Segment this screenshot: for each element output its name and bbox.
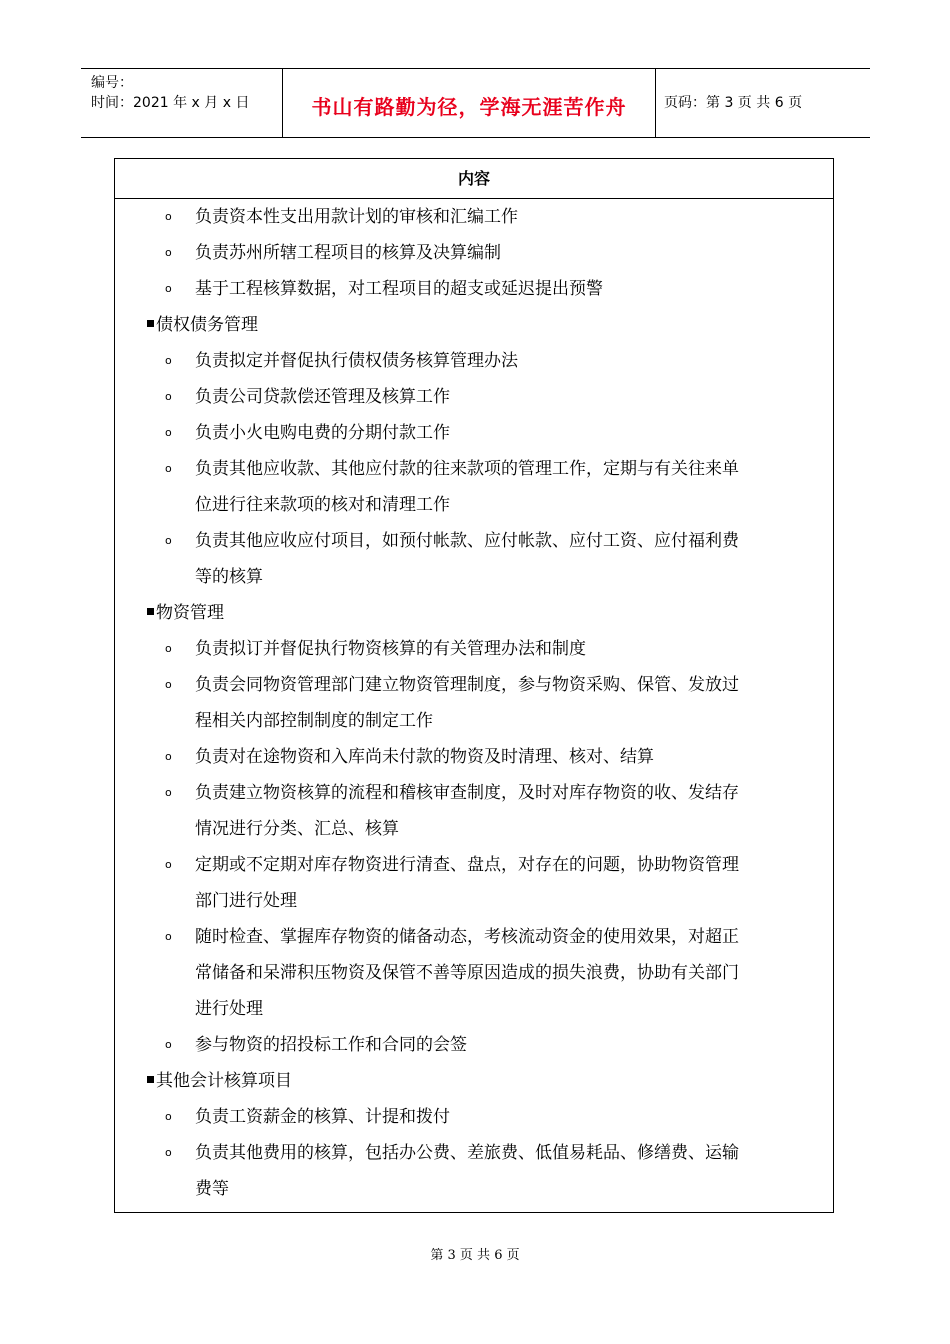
line-text: 负责拟订并督促执行物资核算的有关管理办法和制度	[195, 639, 586, 659]
circle-bullet-icon: ο	[165, 750, 172, 763]
square-bullet-icon	[147, 608, 154, 615]
list-item-continuation	[195, 1171, 229, 1207]
list-item	[165, 343, 518, 379]
square-bullet-icon	[147, 1076, 154, 1083]
section-heading	[147, 595, 224, 631]
list-item	[165, 379, 450, 415]
time-label: 时间：2021 年 x 月 x 日	[91, 95, 250, 111]
header-motto: 书山有路勤为径，学海无涯苦作舟	[311, 95, 627, 119]
line-text: 债权债务管理	[156, 315, 258, 335]
list-item-continuation	[195, 811, 399, 847]
circle-bullet-icon: ο	[165, 930, 172, 943]
number-label: 编号：	[91, 75, 133, 91]
line-text: 位进行往来款项的核对和清理工作	[195, 495, 450, 515]
square-bullet-icon	[147, 320, 154, 327]
circle-bullet-icon: ο	[165, 210, 172, 223]
line-text: 程相关内部控制制度的制定工作	[195, 711, 433, 731]
document-header	[81, 68, 870, 138]
line-text: 负责公司贷款偿还管理及核算工作	[195, 387, 450, 407]
circle-bullet-icon: ο	[165, 1110, 172, 1123]
line-text: 定期或不定期对库存物资进行清查、盘点，对存在的问题，协助物资管理	[195, 855, 739, 875]
header-page-cell	[656, 69, 870, 137]
line-text: 负责其他应收款、其他应付款的往来款项的管理工作，定期与有关往来单	[195, 459, 739, 479]
line-text: 物资管理	[156, 603, 224, 623]
header-page-info: 页码：第 3 页 共 6 页	[664, 95, 803, 111]
section-heading	[147, 1063, 292, 1099]
list-item	[165, 847, 739, 883]
line-text: 负责小火电购电费的分期付款工作	[195, 423, 450, 443]
list-item-continuation	[195, 991, 263, 1027]
line-text: 负责建立物资核算的流程和稽核审查制度，及时对库存物资的收、发结存	[195, 783, 739, 803]
header-motto-cell	[283, 69, 656, 137]
list-item-continuation	[195, 703, 433, 739]
line-text: 情况进行分类、汇总、核算	[195, 819, 399, 839]
content-title: 内容	[115, 159, 833, 199]
list-item	[165, 1135, 739, 1171]
list-item-continuation	[195, 559, 263, 595]
list-item	[165, 919, 739, 955]
line-text: 其他会计核算项目	[156, 1071, 292, 1091]
header-meta-cell	[81, 69, 283, 137]
list-item-continuation	[195, 487, 450, 523]
line-text: 负责工资薪金的核算、计提和拨付	[195, 1107, 450, 1127]
list-item-continuation	[195, 955, 739, 991]
list-item	[165, 1027, 467, 1063]
section-heading	[147, 307, 258, 343]
list-item	[165, 775, 739, 811]
circle-bullet-icon: ο	[165, 282, 172, 295]
list-item	[165, 739, 654, 775]
circle-bullet-icon: ο	[165, 786, 172, 799]
line-text: 费等	[195, 1179, 229, 1199]
line-text: 负责其他应收应付项目，如预付帐款、应付帐款、应付工资、应付福利费	[195, 531, 739, 551]
line-text: 负责对在途物资和入库尚未付款的物资及时清理、核对、结算	[195, 747, 654, 767]
line-text: 基于工程核算数据，对工程项目的超支或延迟提出预警	[195, 279, 603, 299]
content-table	[114, 158, 834, 1213]
line-text: 参与物资的招投标工作和合同的会签	[195, 1035, 467, 1055]
line-text: 负责会同物资管理部门建立物资管理制度，参与物资采购、保管、发放过	[195, 675, 739, 695]
line-text: 进行处理	[195, 999, 263, 1019]
list-item	[165, 523, 739, 559]
list-item	[165, 271, 603, 307]
line-text: 负责苏州所辖工程项目的核算及决算编制	[195, 243, 501, 263]
circle-bullet-icon: ο	[165, 534, 172, 547]
circle-bullet-icon: ο	[165, 354, 172, 367]
list-item	[165, 1099, 450, 1135]
circle-bullet-icon: ο	[165, 390, 172, 403]
list-item	[165, 667, 739, 703]
list-item	[165, 415, 450, 451]
circle-bullet-icon: ο	[165, 1146, 172, 1159]
list-item-continuation	[195, 883, 297, 919]
circle-bullet-icon: ο	[165, 1038, 172, 1051]
list-item	[165, 631, 586, 667]
list-item	[165, 451, 739, 487]
line-text: 部门进行处理	[195, 891, 297, 911]
list-item	[165, 199, 518, 235]
circle-bullet-icon: ο	[165, 678, 172, 691]
circle-bullet-icon: ο	[165, 858, 172, 871]
list-item	[165, 235, 501, 271]
circle-bullet-icon: ο	[165, 426, 172, 439]
circle-bullet-icon: ο	[165, 462, 172, 475]
circle-bullet-icon: ο	[165, 642, 172, 655]
line-text: 负责拟定并督促执行债权债务核算管理办法	[195, 351, 518, 371]
page-footer: 第 3 页 共 6 页	[430, 1248, 520, 1263]
line-text: 常储备和呆滞积压物资及保管不善等原因造成的损失浪费，协助有关部门	[195, 963, 739, 983]
line-text: 负责资本性支出用款计划的审核和汇编工作	[195, 207, 518, 227]
line-text: 等的核算	[195, 567, 263, 587]
line-text: 负责其他费用的核算，包括办公费、差旅费、低值易耗品、修缮费、运输	[195, 1143, 739, 1163]
circle-bullet-icon: ο	[165, 246, 172, 259]
line-text: 随时检查、掌握库存物资的储备动态，考核流动资金的使用效果，对超正	[195, 927, 739, 947]
